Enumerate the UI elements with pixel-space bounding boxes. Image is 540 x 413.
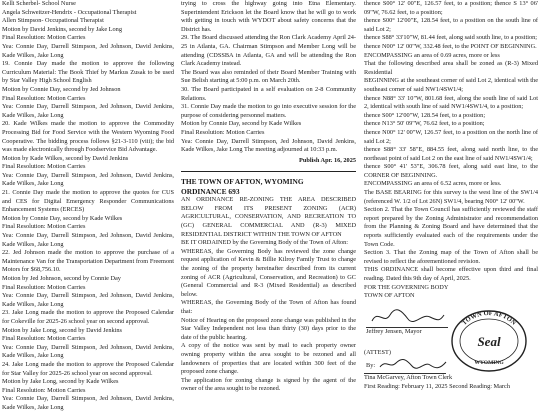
reading-dates: First Reading: February 11, 2025 Second Reading: March	[364, 382, 510, 390]
paragraph: Motion by Kade Wilkes, second by David Jenkins	[2, 154, 129, 162]
seal-state-text: WYOMING	[474, 359, 504, 366]
paragraph: FOR THE GOVERNING BODY	[364, 283, 449, 291]
paragraph: ENCOMPASSING an area of 0.69 acres, more or less	[364, 51, 500, 59]
paragraph: ENCOMPASSING an area of 6.52 acres, more or less.	[364, 180, 502, 188]
paragraph: Motion by David Jenkins, second by Jake Long	[2, 25, 122, 33]
paragraph: thence S00° 12' 00"E, 126.57 feet, to a position; thence S 13° 06' 09"W, 76.62 feet, to a position;	[364, 0, 538, 16]
paragraph: The Board was also reminded of their Board Member Training with Sue Belish starting at 5:00 p.m. on March 20th.	[181, 68, 356, 85]
paragraph: Motion by Jake Long, second by Kade Wilkes	[2, 378, 119, 386]
paragraph: TOWN OF AFTON	[364, 292, 415, 300]
paragraph: thence N00° 12' 00"W, 126.57 feet, to a position on the north line of said Lot 2;	[364, 128, 538, 145]
paragraph: WHEREAS, the Governing Body has reviewed the zone change request application of Kevin & Billie Kilroy Family Trust to change the zoning of the property hereinafter described from its current zoning of ACR (Agricultural, Conservation, and Recreation) to GC (General Commercial and R-3 (Mixed Residential) as described below.	[181, 247, 356, 298]
paragraph: thence N88° 33' 10"W, 801.68 feet, along the south line of said Lot 2, identical with south line of said NW1/4SW1/4, to a position;	[364, 94, 538, 111]
mayor-name: Jeffrey Jensen, Mayor	[366, 327, 422, 335]
notice-title: THE TOWN OF AFTON, WYOMING	[181, 177, 304, 187]
paragraph: Yea: Connie Day, Darrell Stimpson, Jed Johnson, David Jenkins, Kade Wilkes, Jake Long	[2, 42, 174, 59]
paragraph: 21. Connie Day made the motion to approve the quotes for CUS and CES for Digital Emergency Responder Communications Enhancement Systems (ERCES)	[2, 189, 174, 214]
paragraph: Allen Stimpson- Occupational Therapist	[2, 17, 104, 25]
mayor-signature-icon	[368, 307, 448, 327]
publish-date: Publish Apr. 16, 2025	[299, 156, 356, 164]
paragraph: Yea: Connie Day, Darrell Stimpson, Jed Johnson, David Jenkins, Kade Wilkes, Jake Long	[2, 232, 174, 248]
paragraph: Motion by Jake Long, second by David Jenkins	[2, 326, 122, 334]
paragraph: thence S88° 33'10"W, 81.44 feet, along said south line, to a position;	[364, 34, 538, 42]
paragraph: BE IT ORDAINED by the Governing Body of the Town of Afton:	[181, 239, 349, 247]
seal-center-text: Seal	[477, 333, 501, 349]
paragraph: thence N13° 50' 09"W, 76.62 feet, to a position;	[364, 120, 485, 128]
paragraph: The BASE BEARING for this survey is the west line of the SW1/4 (referenced W. 1/2 of Lot 26N) SW1/4, bearing N00° 12' 00"W.	[364, 189, 538, 205]
seal-ring-text: TOWN OF AFTON	[460, 309, 518, 327]
paragraph: Kelli Scherbel- School Nurse	[2, 0, 76, 7]
clerk-signature-icon	[378, 357, 448, 371]
paragraph: Section 2. That the Town Council has sufficiently reviewed the staff report prepared by the Zoning Administrator and recommendation from the Planning & Zoning Board and have determined that the reports sufficiently evaluated each of the requirements under the Town Code.	[364, 206, 538, 248]
paragraph: Motion by Jed Johnson, second by Connie Day	[2, 275, 121, 282]
paragraph: A copy of the notice was sent by mail to each property owner owning property within the area sought to be rezoned and all landowners of properties that are located within 300 feet of the proposed zone change.	[181, 342, 356, 376]
paragraph: Yea: Connie Day, Darrell Stimpson, Jed Johnson, David Jenkins, Kade Wilkes, Jake Long	[2, 292, 174, 308]
paragraph: THIS ORDINANCE shall become effective upon third and final reading. Dated this 9th day of April, 2025.	[364, 266, 538, 282]
paragraph: Motion by Connie Day, second by Kade Wilkes	[2, 214, 123, 222]
by-label: By:	[366, 362, 376, 370]
paragraph: thence N00° 12' 00"W, 332.48 feet, to the POINT OF BEGINNING.	[364, 42, 537, 50]
paragraph: 30. The Board participated in a self evaluation on 2-8 Community Relations.	[181, 85, 356, 102]
paragraph: 23. Jake Long made the motion to approve the Proposed Calendar for Cokeville for 2025-26 school year on second approval.	[2, 309, 174, 325]
paragraph: Yea: Connie Day, Darrell Stimpson, Jed Johnson, David Jenkins, Kade Wilkes, Jake Long	[2, 103, 174, 119]
ordinance-number: ORDINANCE 693	[181, 186, 240, 196]
paragraph: 19. Connie Day made the motion to approve the following Curriculum Material: The Book Thief by Markus Zusak to be used by Star Valley High School English	[2, 60, 174, 85]
paragraph: Motion by Connie Day, second by Jed Johnson	[2, 85, 121, 93]
paragraph: 31. Connie Day made the motion to go into executive session for the purpose of considering personnel matters.	[181, 103, 356, 119]
paragraph: Final Resolution: Motion Carries	[2, 94, 86, 102]
paragraph: Yea: Connie Day, Darrell Stimpson, Jed Johnson, David Jenkins, Kade Wilkes, Jake Long	[2, 395, 174, 411]
clerk-signature-row	[364, 357, 538, 373]
paragraph: Motion by Connie Day, second by Kade Wilkes	[181, 120, 302, 128]
paragraph: Final Resolution: Motion Carries	[2, 223, 86, 231]
paragraph: BEGINNING at the southeast corner of said Lot 2, identical with the southeast corner of said NW1/4SW1/4;	[364, 77, 538, 93]
paragraph: That the following described area shall be zoned as (R-3) Mixed Residential	[364, 60, 538, 76]
paragraph: WHEREAS, the Governing Body of the Town of Afton has found that:	[181, 299, 356, 315]
clerk-name: Tina McGarvey, Afton Town Clerk	[364, 374, 453, 382]
divider	[181, 171, 356, 172]
paragraph: Final Resolution: Motion Carries	[2, 163, 86, 171]
paragraph: thence S00° 12'00"W, 128.54 feet, to a position;	[364, 111, 486, 119]
paragraph: Final Resolution: Motion Carries	[2, 386, 86, 394]
svg-text:TOWN OF AFTON	[461, 310, 518, 327]
paragraph: 29. The Board discussed attending the Ron Clark Academy April 24- 25 in Atlanta, GA. Chairman Stimpson and Member Long will be attending (CDSSBA in Atlanta, GA and will be attending the Ron Clark Academy instead.	[181, 34, 356, 68]
paragraph: Yea: Connie Day, Darrell Stimpson, Jed Johnson, David Jenkins, Kade Wilkes, Jake Long	[2, 343, 174, 360]
paragraph: 20. Kade Wilkes made the motion to approve the Commodity Processing Bid for Food Service with the Western Wyoming Food Cooperative. The bidding process follows §21-3-110 (viii); the bid was made electronically through Foodservice Bid Advantage.	[2, 120, 174, 154]
paragraph: Angela Schweitzer-Hendrix - Occupational Therapist	[2, 8, 137, 16]
paragraph: thence S00° 12'00"E, 128.54 feet, to a position on the south line of said Lot 2;	[364, 17, 538, 33]
column-middle	[181, 0, 356, 394]
paragraph: 24. Jake Long made the motion to approve the Proposed Calendar for Star Valley for 2025-26 school year on second approval.	[2, 360, 174, 377]
paragraph: 22. Jed Johnson made the motion to approve the purchase of a Maintenance Van for the Transportation Department from Freemont Motors for $68,756.10.	[2, 249, 174, 274]
column-right	[364, 0, 538, 392]
paragraph: Final Resolution: Motion Carries	[181, 128, 265, 136]
paragraph: Section 3. That the Zoning map of the Town of Afton shall be revised to reflect the aforementioned revision.	[364, 249, 538, 265]
paragraph: AN ORDINANCE RE-ZONING THE AREA DESCRIBED BELOW FROM ITS PRESENT ZONING (ACR) AGRICULTURAL, CONSERVATION, AND RECREATION TO (GC) GENERAL COMMERCIAL AND (R-3) MIXED RESIDENTIAL DISTRICT WITHIN THE TOWN OF AFTON	[181, 196, 356, 238]
paragraph: trying to cross the highway going into Etna Elementary. Superintendent Erickson let the Board know that he will go to work with getting in touch with WYDOT about safety concerns that the District has.	[181, 0, 356, 33]
paragraph: Final Resolution: Motion Carries	[2, 335, 86, 343]
paragraph: The application for zoning change is signed by the agent of the owner of the area sought to be rezoned.	[181, 376, 356, 393]
paragraph: thence S00° 41' 53"E, 306.78 feet, along said east line, to the CORNER OF BEGINNING.	[364, 163, 538, 179]
paragraph: Yea: Connie Day, Darrell Stimpson, Jed Johnson, David Jenkins, Kade Wilkes, Jake Long	[2, 171, 174, 188]
paragraph: thence S88° 33' 58"E, 884.55 feet, along said north line, to the northeast point of said Lot 2 on the east line of said NW1/4SW1/4;	[364, 146, 538, 162]
attest-label: (ATTEST)	[364, 348, 391, 356]
column-left	[2, 0, 174, 413]
paragraph: Final Resolution: Motion Carries	[2, 34, 86, 42]
paragraph: Notice of Hearing on the proposed zone change was published in the Star Valley Independent not less than thirty (30) days prior to the date of the public hearing.	[181, 316, 356, 341]
paragraph: Yea: Connie Day, Darrell Stimpson, Jed Johnson, David Jenkins, Kade Wilkes, Jake Long The meeting adjourned at 10:33 p.m.	[181, 137, 356, 154]
paragraph: Final Resolution: Motion Carries	[2, 283, 86, 291]
